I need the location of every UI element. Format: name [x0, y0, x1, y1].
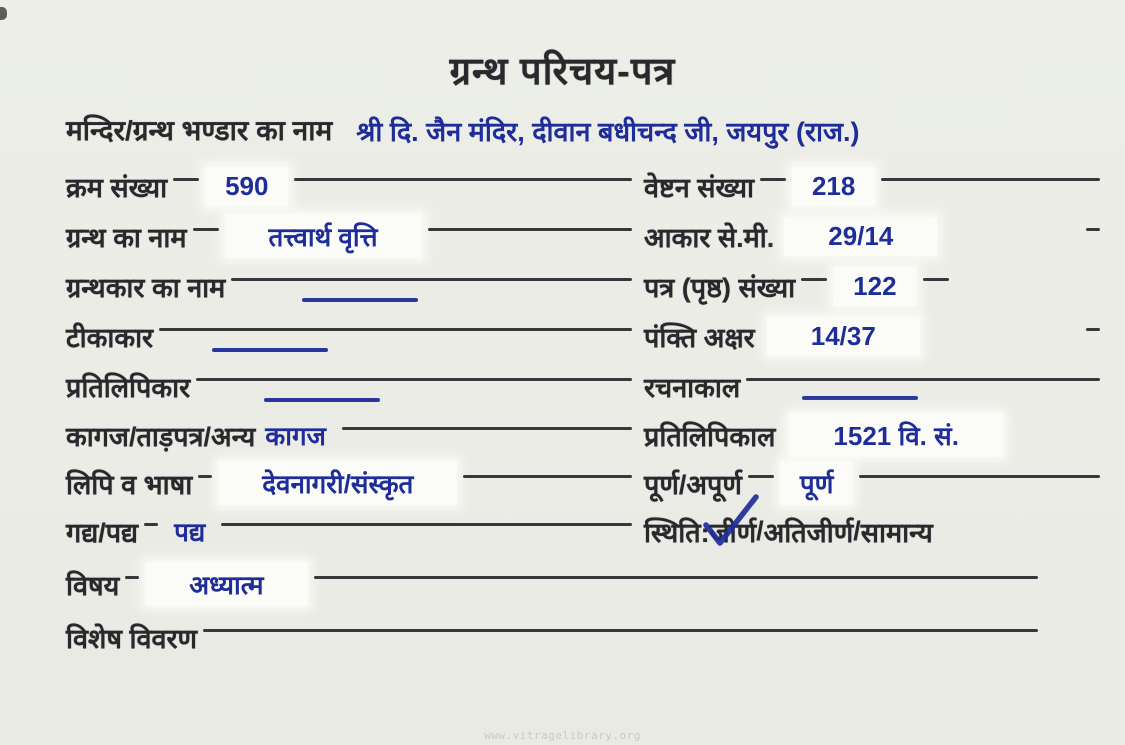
ruled-line — [125, 576, 139, 579]
row-5 — [66, 362, 1106, 410]
row-1 — [66, 162, 1106, 210]
ruled-line — [294, 178, 632, 181]
field-value: 29/14 — [784, 217, 937, 256]
row-bhandar-naam — [66, 106, 1106, 154]
field-aakar — [644, 217, 1106, 256]
row-4 — [66, 312, 1106, 360]
field-label-vishesh-vivaran: विशेष विवरण — [66, 623, 198, 654]
option-label: जीर्ण — [709, 517, 757, 548]
ruled-line — [159, 328, 632, 331]
ruled-line — [463, 475, 632, 478]
field-tikakar — [66, 318, 644, 355]
scan-edge-speck — [0, 7, 7, 20]
field-label-bhandar: मन्दिर/ग्रन्थ भण्डार का नाम — [66, 115, 333, 146]
ruled-line — [203, 629, 1038, 632]
field-label: प्रतिलिपिकार — [66, 372, 191, 403]
field-pratilipikal — [644, 413, 1106, 457]
row-10 — [66, 613, 1044, 661]
field-label: क्रम संख्या — [66, 172, 168, 203]
field-label: वेष्टन संख्या — [644, 172, 754, 203]
ruled-line — [881, 178, 1100, 181]
ruled-line — [746, 378, 1100, 381]
ruled-line — [198, 475, 212, 478]
ruled-line — [801, 278, 827, 281]
field-value: 14/37 — [767, 317, 920, 356]
ruled-line — [314, 576, 1038, 579]
field-value: पूर्ण — [780, 461, 854, 505]
field-value: पद्य — [174, 517, 206, 547]
ruled-line — [748, 475, 774, 478]
field-label: ग्रन्थ का नाम — [66, 222, 187, 253]
field-value-vishay: अध्यात्म — [145, 562, 307, 606]
field-label: गद्य/पद्य — [66, 517, 139, 548]
ruled-line — [231, 278, 632, 281]
ruled-line — [144, 523, 158, 526]
field-label: पत्र (पृष्ठ) संख्या — [644, 272, 796, 303]
field-value: तत्त्वार्थ वृत्ति — [225, 214, 422, 258]
field-value: 590 — [205, 167, 288, 206]
ruled-line — [196, 378, 632, 381]
ruled-line — [428, 228, 632, 231]
row-8 — [66, 507, 1106, 555]
row-6 — [66, 411, 1106, 459]
ruled-line — [859, 475, 1100, 478]
field-label: आकार से.मी. — [644, 222, 775, 253]
field-value: 122 — [833, 267, 916, 306]
pen-dash-blank-value — [302, 298, 418, 302]
row-3 — [66, 262, 1106, 310]
field-value: कागज — [265, 421, 326, 451]
ruled-line — [760, 178, 786, 181]
option-separator: / — [756, 515, 764, 546]
check-mark-icon — [698, 491, 764, 553]
field-lipi-bhasha — [66, 461, 644, 505]
row-2 — [66, 212, 1106, 260]
sthiti-option-atijirn: अतिजीर्ण — [763, 517, 854, 548]
pen-dash-blank-value — [802, 396, 918, 400]
field-value-bhandar: श्री दि. जैन मंदिर, दीवान बधीचन्द जी, जयपुर (राज.) — [356, 116, 860, 147]
ruled-line — [173, 178, 199, 181]
field-label-prefix: स्थिति: — [644, 517, 710, 548]
field-veshtan-sankhya — [644, 167, 1106, 206]
field-rachnakal — [644, 368, 1106, 405]
field-label: प्रतिलिपिकाल — [644, 421, 776, 452]
field-label: पूर्ण/अपूर्ण — [644, 469, 742, 500]
field-value: 1521 वि. सं. — [789, 413, 1003, 457]
pen-dash-blank-value — [212, 348, 328, 352]
ruled-line — [923, 278, 949, 281]
field-granth-naam — [66, 214, 644, 258]
field-patra-sankhya — [644, 267, 1106, 306]
ruled-line — [1086, 328, 1100, 331]
field-sthiti — [644, 513, 1106, 550]
field-gadya-padya — [66, 513, 644, 550]
field-label: टीकाकार — [66, 322, 154, 353]
field-value: देवनागरी/संस्कृत — [218, 461, 457, 505]
ruled-line — [342, 427, 632, 430]
sthiti-option-jirn — [710, 513, 757, 550]
ruled-line — [1086, 228, 1100, 231]
field-pankti-akshar — [644, 317, 1106, 356]
field-pratilipikar — [66, 368, 644, 405]
field-label-vishay: विषय — [66, 570, 120, 601]
field-label: लिपि व भाषा — [66, 469, 193, 500]
row-9 — [66, 560, 1044, 608]
field-label: पंक्ति अक्षर — [644, 322, 755, 353]
sthiti-option-samanya: सामान्य — [860, 517, 933, 548]
field-value: 218 — [792, 167, 875, 206]
field-label: ग्रन्थकार का नाम — [66, 272, 226, 303]
watermark-text: www.vitragelibrary.org — [484, 729, 641, 742]
option-separator: / — [853, 515, 861, 546]
row-7 — [66, 459, 1106, 507]
ruled-line — [193, 228, 219, 231]
field-label: कागज/ताड़पत्र/अन्य — [66, 421, 256, 452]
ruled-line — [221, 523, 632, 526]
field-granthkar — [66, 268, 644, 305]
field-kagaj — [66, 417, 644, 454]
page-title: ग्रन्थ परिचय-पत्र — [449, 51, 676, 93]
pen-dash-blank-value — [264, 398, 380, 402]
field-label: रचनाकाल — [644, 372, 741, 403]
field-kram-sankhya — [66, 167, 644, 206]
